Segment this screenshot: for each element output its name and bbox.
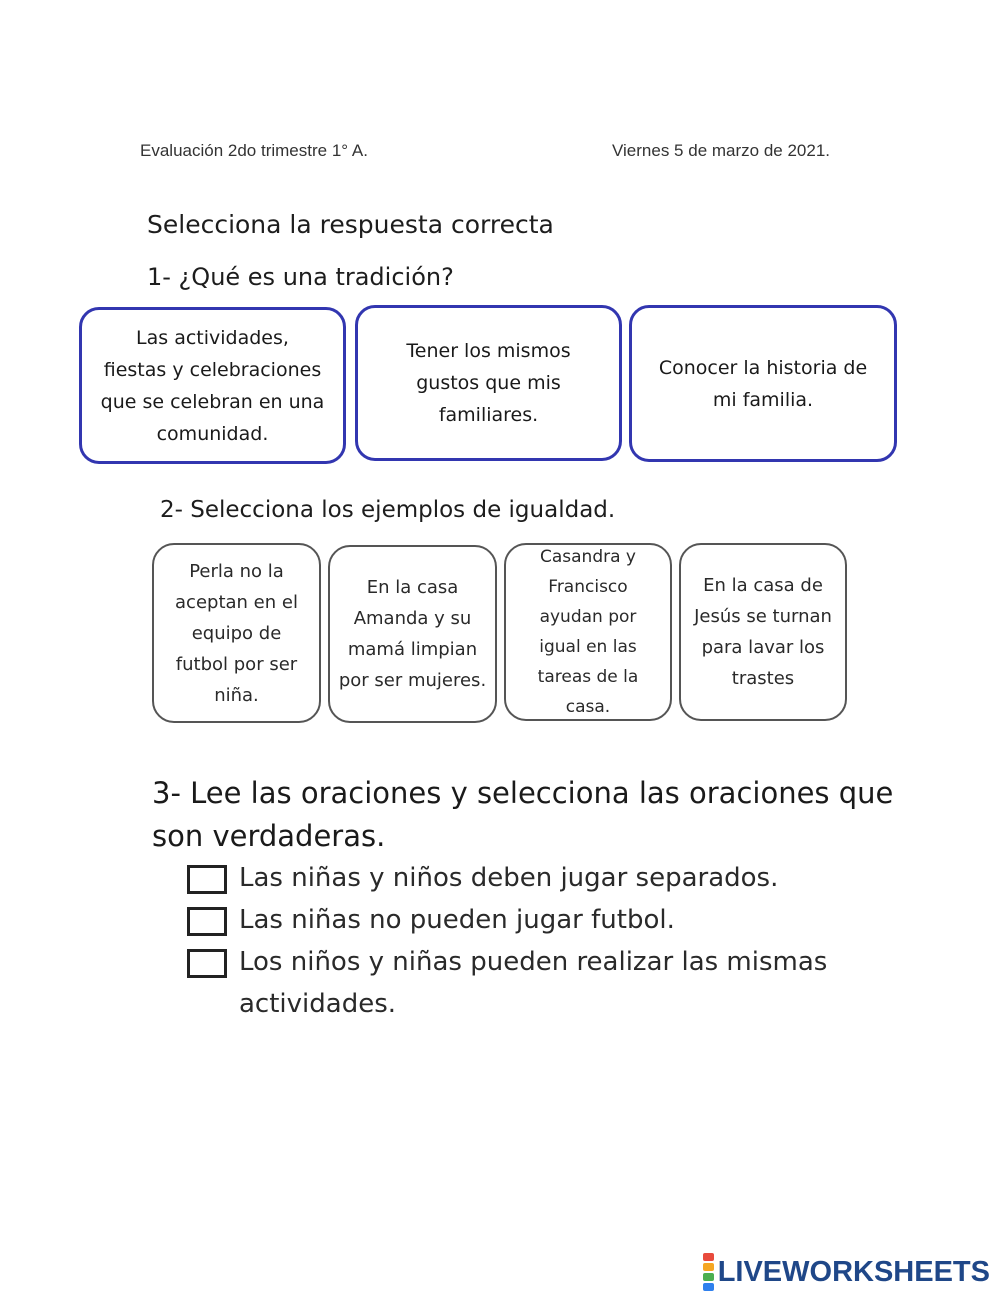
header-evaluation: Evaluación 2do trimestre 1° A. — [140, 141, 368, 160]
logo-block-4 — [703, 1283, 714, 1291]
q1-option-2[interactable] — [355, 305, 622, 461]
logo-text: LIVEWORKSHEETS — [717, 1255, 990, 1288]
question-1-title: 1- ¿Qué es una tradición? — [147, 263, 454, 291]
q1-option-3[interactable] — [629, 305, 897, 462]
q3-checkbox-3[interactable] — [187, 949, 227, 978]
q2-option-2[interactable] — [328, 545, 497, 723]
q2-option-2-label: En la casa Amanda y su mamá limpian por ser mujeres. — [338, 577, 487, 691]
q3-item-1 — [187, 863, 879, 899]
q2-option-3-label: Casandra y Francisco ayudan por igual en las tareas de la casa. — [537, 547, 639, 717]
logo-block-2 — [703, 1263, 714, 1271]
q1-option-1[interactable] — [79, 307, 346, 464]
q3-item-3 — [187, 947, 879, 1025]
instruction-heading: Selecciona la respuesta correcta — [147, 210, 554, 239]
q2-option-3[interactable] — [504, 543, 672, 721]
q3-item-2 — [187, 905, 879, 941]
liveworksheets-logo — [703, 1252, 990, 1292]
logo-blocks-icon — [703, 1252, 714, 1292]
q1-option-1-label: Las actividades, fiestas y celebraciones que se celebran en una comunidad. — [100, 326, 325, 445]
q3-checkbox-2[interactable] — [187, 907, 227, 936]
q2-option-4[interactable] — [679, 543, 847, 721]
q3-item-2-label: Las niñas no pueden jugar futbol. — [239, 905, 675, 935]
question-3-title: 3- Lee las oraciones y selecciona las oraciones que son verdaderas. — [152, 776, 894, 853]
q3-item-3-label: Los niños y niñas pueden realizar las mismas actividades. — [239, 947, 828, 1019]
q3-checkbox-1[interactable] — [187, 865, 227, 894]
q3-item-1-label: Las niñas y niños deben jugar separados. — [239, 863, 779, 893]
q2-option-1-label: Perla no la aceptan en el equipo de futbol por ser niña. — [175, 560, 298, 706]
q1-option-2-label: Tener los mismos gustos que mis familiares. — [406, 340, 571, 426]
q2-option-1[interactable] — [152, 543, 321, 723]
q2-option-4-label: En la casa de Jesús se turnan para lavar los trastes — [694, 575, 832, 689]
header-date: Viernes 5 de marzo de 2021. — [612, 141, 830, 160]
logo-block-1 — [703, 1253, 714, 1261]
q1-option-3-label: Conocer la historia de mi familia. — [658, 356, 868, 411]
logo-block-3 — [703, 1273, 714, 1281]
question-2-title: 2- Selecciona los ejemplos de igualdad. — [160, 497, 616, 523]
